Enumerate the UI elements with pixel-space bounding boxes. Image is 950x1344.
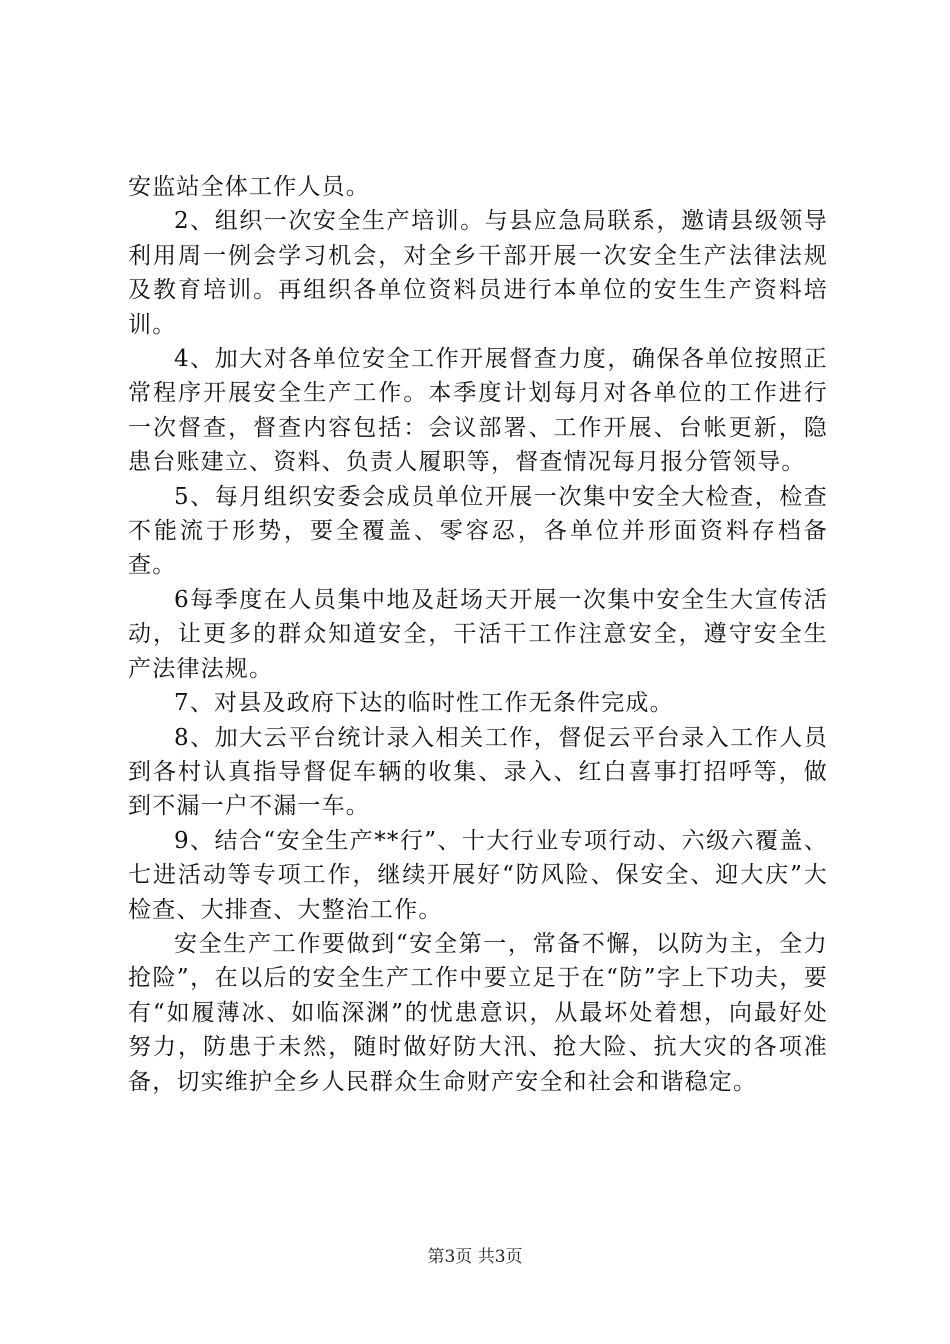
paragraph-4: 5、每月组织安委会成员单位开展一次集中安全大检查，检查不能流于形势，要全覆盖、零容忍，各单位并形面资料存档备查。 (128, 483, 828, 579)
page-number-label: 第3页 共3页 (427, 1247, 523, 1267)
page-footer (0, 1247, 950, 1267)
document-body (128, 170, 828, 1099)
paragraph-8: 9、结合“安全生产**行”、十大行业专项行动、六级六覆盖、七进活动等专项工作，继续开展好“防风险、保安全、迎大庆”大检查、大排查、大整治工作。 (128, 827, 828, 923)
paragraph-5: 6每季度在人员集中地及赶场天开展一次集中安全生大宣传活动，让更多的群众知道安全，干活干工作注意安全，遵守安全生产法律法规。 (128, 586, 828, 682)
paragraph-1: 安监站全体工作人员。 (128, 174, 370, 200)
paragraph-6: 7、对县及政府下达的临时性工作无条件完成。 (174, 690, 674, 717)
paragraph-9: 安全生产工作要做到“安全第一，常备不懈，以防为主，全力抢险”，在以后的安全生产工作中要立足于在“防”字上下功夫，要有“如履薄冰、如临深渊”的忧患意识，从最坏处着想，向最好处努力，防患于未然，随时做好防大汛、抢大险、抗大灾的各项准备，切实维护全乡人民群众生命财产安全和社会和谐稳定。 (128, 930, 828, 1095)
paragraph-3: 4、加大对各单位安全工作开展督查力度，确保各单位按照正常程序开展安全生产工作。本季度计划每月对各单位的工作进行一次督查，督查内容包括：会议部署、工作开展、台帐更新，隐患台账建立、资料、负责人履职等，督查情况每月报分管领导。 (128, 346, 828, 476)
paragraph-2: 2、组织一次安全生产培训。与县应急局联系，邀请县级领导利用周一例会学习机会，对全乡干部开展一次安全生产法律法规及教育培训。再组织各单位资料员进行本单位的安生生产资料培训。 (128, 208, 828, 338)
paragraph-7: 8、加大云平台统计录入相关工作，督促云平台录入工作人员到各村认真指导督促车辆的收集、录入、红白喜事打招呼等，做到不漏一户不漏一车。 (128, 724, 828, 820)
